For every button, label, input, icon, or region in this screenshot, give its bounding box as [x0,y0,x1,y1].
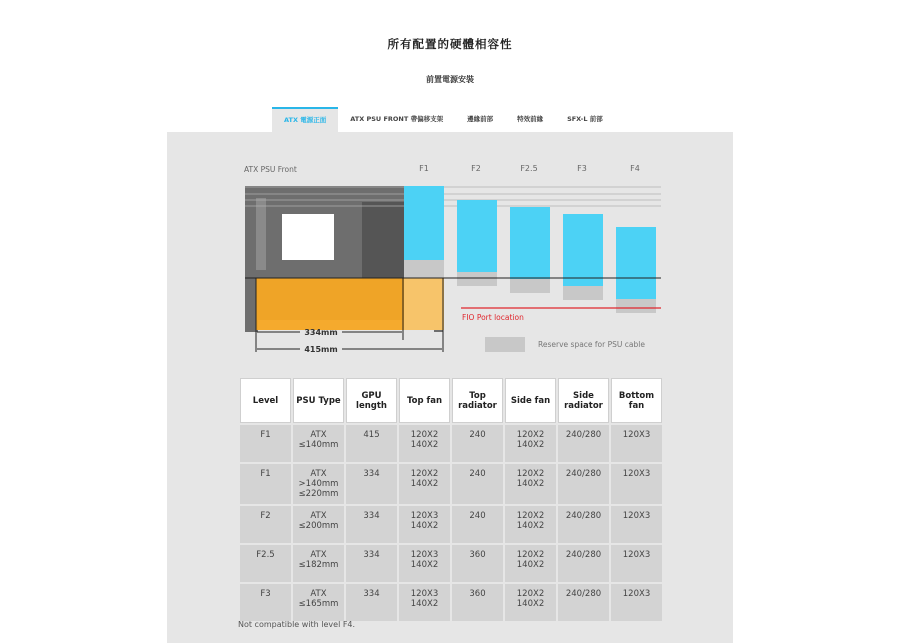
table-row [240,425,662,462]
cell-top-radiator: 240 [452,425,503,462]
psu-block [256,278,444,330]
cell-psu-type: ATX ≤165mm [293,584,344,621]
cell-side-radiator: 240/280 [558,425,609,462]
cell-top-radiator: 240 [452,506,503,543]
table-header-row [240,378,662,423]
cell-top-fan: 120X2 140X2 [399,425,450,462]
cell-bottom-fan: 120X3 [611,464,662,504]
cell-side-fan: 120X2 140X2 [505,464,556,504]
cell-top-fan: 120X3 140X2 [399,584,450,621]
cell-gpu-length: 334 [346,464,397,504]
case-label: ATX PSU Front [244,165,297,174]
legend-swatch [485,337,525,352]
level-f3-column [563,214,603,300]
cell-gpu-length: 334 [346,506,397,543]
col-header-side-fan: Side fan [505,378,556,423]
cell-bottom-fan: 120X3 [611,545,662,582]
cell-top-radiator: 240 [452,464,503,504]
table-row [240,464,662,504]
cell-level: F3 [240,584,291,621]
cell-side-fan: 120X2 140X2 [505,506,556,543]
dim-415-label: 415mm [304,345,338,354]
compatibility-note: Not compatible with level F4. [238,620,356,629]
level-label-f4: F4 [630,164,640,173]
cell-side-radiator: 240/280 [558,506,609,543]
level-label-f3: F3 [577,164,587,173]
cell-side-fan: 120X2 140X2 [505,584,556,621]
cell-top-fan: 120X2 140X2 [399,464,450,504]
cell-top-radiator: 360 [452,545,503,582]
dimension-415 [257,345,442,354]
page-title: 所有配置的硬體相容性 [387,37,513,51]
tab-effect-front-edge[interactable]: 特效前緣 [517,115,544,123]
cell-gpu-length: 334 [346,584,397,621]
section-title: 前置電源安裝 [426,75,474,84]
cell-top-fan: 120X3 140X2 [399,545,450,582]
fio-label: FIO Port location [462,313,524,322]
compatibility-table [238,376,664,623]
cell-side-radiator: 240/280 [558,545,609,582]
cell-level: F2 [240,506,291,543]
level-label-f2-5: F2.5 [520,164,538,173]
cell-psu-type: ATX ≤200mm [293,506,344,543]
cell-bottom-fan: 120X3 [611,584,662,621]
cell-level: F2.5 [240,545,291,582]
level-f2-5-column [510,207,550,293]
col-header-bottom-fan: Bottom fan [611,378,662,423]
cell-top-fan: 120X3 140X2 [399,506,450,543]
level-f2-column [457,200,497,286]
col-header-psu-type: PSU Type [293,378,344,423]
cell-top-radiator: 360 [452,584,503,621]
cell-psu-type: ATX ≤140mm [293,425,344,462]
cell-gpu-length: 334 [346,545,397,582]
tab-atx-front[interactable]: ATX 電源正面 [272,107,338,132]
cell-side-fan: 120X2 140X2 [505,425,556,462]
tab-sfx-l-front[interactable]: SFX-L 前部 [567,115,603,123]
table-row [240,584,662,621]
tab-atx-offset-bracket[interactable]: ATX PSU FRONT 帶偏移支架 [350,115,444,123]
level-label-f2: F2 [471,164,481,173]
col-header-top-fan: Top fan [399,378,450,423]
cell-psu-type: ATX ≤182mm [293,545,344,582]
cell-side-radiator: 240/280 [558,464,609,504]
level-f1-column [404,186,444,278]
level-f4-column [616,227,656,313]
level-label-f1: F1 [419,164,429,173]
cell-bottom-fan: 120X3 [611,506,662,543]
dim-334-label: 334mm [304,328,338,337]
cell-gpu-length: 415 [346,425,397,462]
tab-edge-front[interactable]: 邊緣前部 [467,115,494,123]
legend-label: Reserve space for PSU cable [538,340,645,349]
cell-level: F1 [240,425,291,462]
cell-bottom-fan: 120X3 [611,425,662,462]
cell-level: F1 [240,464,291,504]
cell-psu-type: ATX >140mm ≤220mm [293,464,344,504]
cell-side-fan: 120X2 140X2 [505,545,556,582]
table-row [240,545,662,582]
col-header-top-radiator: Top radiator [452,378,503,423]
col-header-gpu-length: GPU length [346,378,397,423]
col-header-side-radiator: Side radiator [558,378,609,423]
col-header-level: Level [240,378,291,423]
table-row [240,506,662,543]
cell-side-radiator: 240/280 [558,584,609,621]
